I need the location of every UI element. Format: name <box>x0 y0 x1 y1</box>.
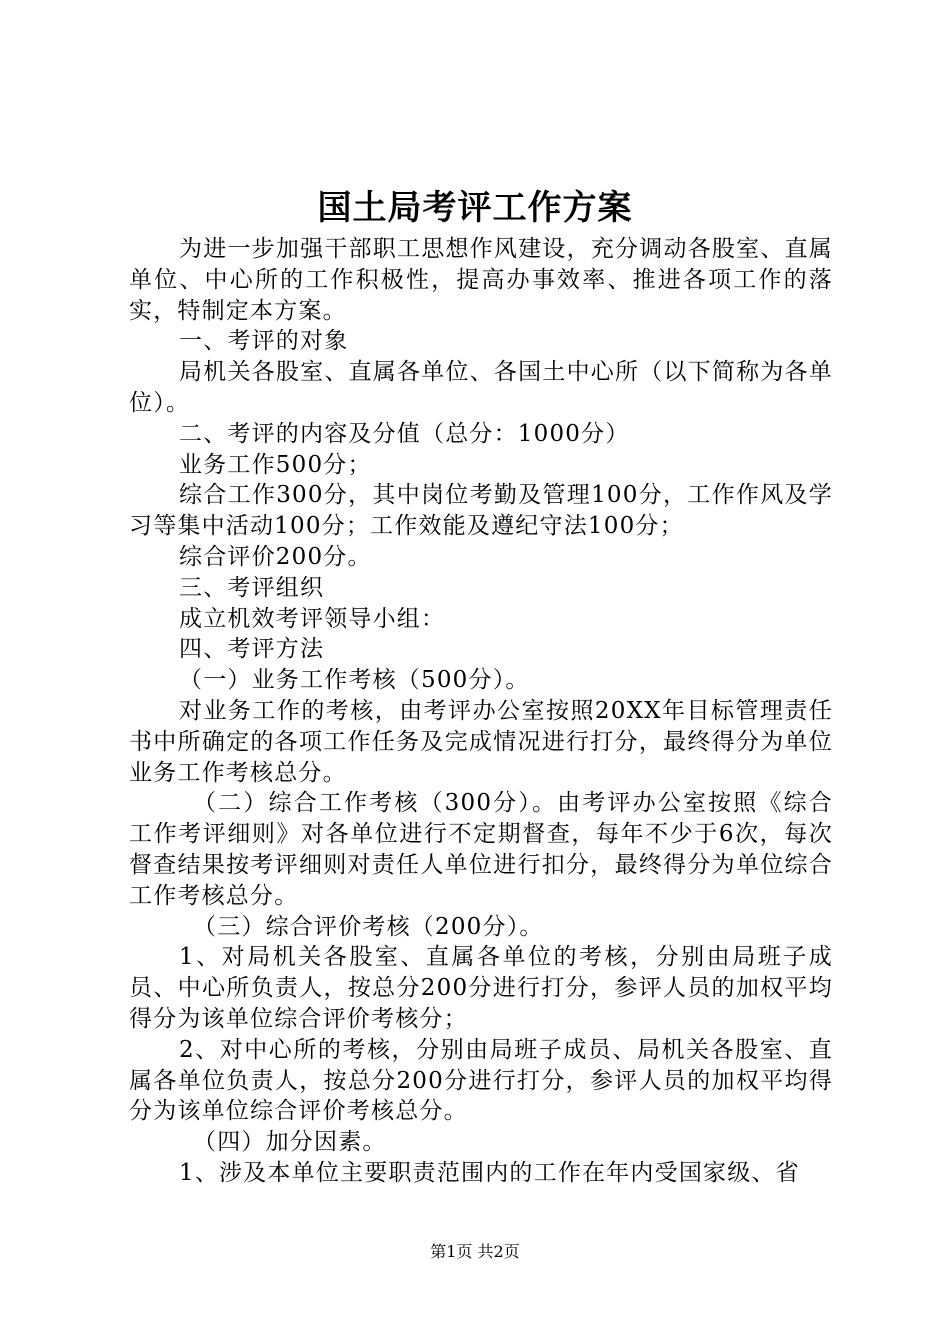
document-title: 国土局考评工作方案 <box>317 188 633 228</box>
list-item: 1、对局机关各股室、直属各单位的考核，分别由局班子成员、中心所负责人，按总分200分进行打分，参评人员的加权平均得分为该单位综合评价考核分； <box>129 944 833 1032</box>
paragraph: （二）综合工作考核（300分）。由考评办公室按照《综合工作考评细则》对各单位进行不定期督查，每年不少于6次，每次督查结果按考评细则对责任人单位进行扣分，最终得分为单位综合工作考核总分。 <box>129 790 833 909</box>
section-heading-3: 三、考评组织 <box>179 574 325 601</box>
paragraph: 局机关各股室、直属各单位、各国土中心所（以下简称为各单位）。 <box>129 359 833 416</box>
subsection-heading: （一）业务工作考核（500分）。 <box>179 667 530 694</box>
section-heading-4: 四、考评方法 <box>179 636 325 663</box>
paragraph: 业务工作500分； <box>179 451 372 478</box>
section-heading-2: 二、考评的内容及分值（总分：1000分） <box>179 420 630 447</box>
section-heading-1: 一、考评的对象 <box>179 328 349 355</box>
paragraph: 成立机效考评领导小组： <box>179 605 446 632</box>
paragraph: 综合评价200分。 <box>179 543 372 570</box>
document-body <box>129 234 833 1189</box>
paragraph-intro: 为进一步加强干部职工思想作风建设，充分调动各股室、直属单位、中心所的工作积极性，提高办事效率、推进各项工作的落实，特制定本方案。 <box>129 236 833 324</box>
page-footer: 第1页 共2页 <box>430 1242 520 1261</box>
paragraph: 综合工作300分，其中岗位考勤及管理100分，工作作风及学习等集中活动100分；工作效能及遵纪守法100分； <box>129 482 833 540</box>
subsection-heading: （三）综合评价考核（200分）。 <box>193 913 544 940</box>
paragraph: 对业务工作的考核，由考评办公室按照20XX年目标管理责任书中所确定的各项工作任务及完成情况进行打分，最终得分为单位业务工作考核总分。 <box>129 697 833 786</box>
list-item: 2、对中心所的考核，分别由局班子成员、局机关各股室、直属各单位负责人，按总分200分进行打分，参评人员的加权平均得分为该单位综合评价考核总分。 <box>129 1036 833 1125</box>
list-item: 1、涉及本单位主要职责范围内的工作在年内受国家级、省 <box>179 1159 800 1186</box>
subsection-heading: （四）加分因素。 <box>193 1129 387 1156</box>
